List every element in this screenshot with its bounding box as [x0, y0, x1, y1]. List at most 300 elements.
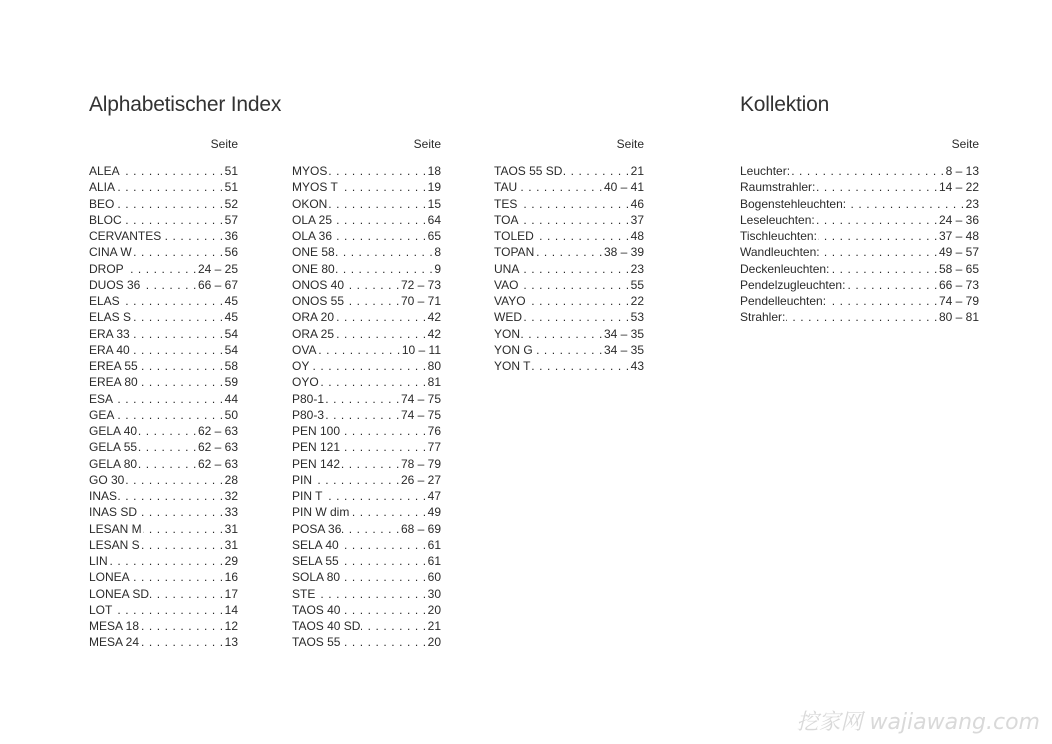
- entry-name: ONE 58: [292, 245, 335, 260]
- index-entry: [89, 456, 238, 472]
- index-list: [292, 163, 441, 651]
- entry-page: 53: [630, 310, 644, 325]
- entry-name: OLA 25: [292, 212, 333, 227]
- dot-leader: [141, 277, 197, 293]
- dot-leader: [138, 423, 197, 439]
- entry-name: ERA 40: [89, 342, 130, 357]
- index-entry: [89, 212, 238, 228]
- entry-page: 62 – 63: [197, 440, 238, 455]
- index-entry: [292, 504, 441, 520]
- entry-page: 37: [630, 212, 644, 227]
- index-entry: [292, 391, 441, 407]
- dot-leader: [341, 602, 426, 618]
- dot-leader: [325, 391, 400, 407]
- index-entry: [292, 488, 441, 504]
- seite-header: Seite: [210, 137, 238, 151]
- index-entry: [89, 342, 238, 358]
- index-entry: [740, 277, 979, 293]
- index-entry: [89, 602, 238, 618]
- dot-leader: [341, 634, 426, 650]
- dot-leader: [786, 309, 938, 325]
- dot-leader: [818, 228, 938, 244]
- entry-page: 61: [427, 554, 441, 568]
- entry-name: LESAN S: [89, 537, 140, 552]
- kollektion-title: Kollektion: [740, 93, 830, 116]
- index-list: [494, 163, 644, 374]
- seite-header: Seite: [951, 137, 979, 151]
- index-column-2: [292, 137, 441, 651]
- index-entry: [89, 374, 238, 390]
- dot-leader: [341, 423, 427, 439]
- index-entry: [292, 586, 441, 602]
- entry-page: 81: [427, 375, 441, 390]
- entry-page: 65: [427, 229, 441, 243]
- index-entry: [494, 212, 644, 228]
- entry-name: MYOS T: [292, 180, 338, 195]
- entry-name: EREA 55: [89, 359, 138, 373]
- dot-leader: [527, 293, 630, 309]
- entry-page: 78 – 79: [400, 456, 441, 471]
- dot-leader: [335, 326, 427, 342]
- entry-page: 40 – 41: [603, 180, 644, 195]
- entry-name: DROP: [89, 261, 124, 276]
- entry-page: 59: [224, 375, 238, 390]
- dot-leader: [138, 456, 197, 472]
- dot-leader: [336, 244, 434, 260]
- entry-name: LONEA: [89, 570, 130, 585]
- dot-leader: [140, 618, 224, 634]
- index-entry: [292, 326, 441, 342]
- entry-name: TES: [494, 196, 518, 211]
- entry-page: 42: [427, 326, 441, 341]
- dot-leader: [519, 277, 629, 293]
- kollektion-list: [740, 163, 979, 326]
- entry-name: CINA W: [89, 245, 132, 260]
- entry-name: Raumstrahler:: [740, 180, 816, 195]
- entry-name: STE: [292, 586, 316, 601]
- entry-name: PEN 142: [292, 456, 341, 471]
- index-entry: [89, 553, 238, 569]
- dot-leader: [115, 196, 223, 212]
- seite-header: Seite: [413, 137, 441, 151]
- dot-leader: [345, 293, 400, 309]
- index-entry: [89, 537, 238, 553]
- entry-page: 66 – 67: [197, 277, 238, 292]
- dot-leader: [340, 553, 427, 569]
- entry-page: 62 – 63: [197, 424, 238, 438]
- dot-leader: [140, 634, 224, 650]
- entry-name: SELA 40: [292, 537, 339, 552]
- index-entry: [740, 228, 979, 244]
- entry-page: 54: [224, 342, 238, 357]
- dot-leader: [534, 342, 603, 358]
- index-entry: [292, 342, 441, 358]
- entry-page: 43: [630, 359, 644, 373]
- index-entry: [89, 472, 238, 488]
- index-entry: [89, 569, 238, 585]
- dot-leader: [341, 456, 400, 472]
- entry-name: GELA 40: [89, 424, 138, 438]
- index-entry: [740, 179, 979, 195]
- index-entry: [292, 634, 441, 650]
- entry-name: ESA: [89, 391, 114, 406]
- dot-leader: [333, 228, 427, 244]
- entry-page: 72 – 73: [400, 277, 441, 292]
- index-entry: [494, 196, 644, 212]
- index-entry: [89, 391, 238, 407]
- entry-page: 58 – 65: [938, 261, 979, 276]
- index-entry: [292, 407, 441, 423]
- entry-page: 47: [427, 489, 441, 503]
- entry-name: VAO: [494, 277, 519, 292]
- entry-page: 54: [224, 326, 238, 341]
- dot-leader: [118, 488, 224, 504]
- entry-name: BEO: [89, 196, 115, 211]
- dot-leader: [113, 602, 223, 618]
- entry-name: Leuchter:: [740, 164, 791, 178]
- entry-page: 9: [434, 261, 441, 276]
- entry-name: UNA: [494, 261, 520, 276]
- index-entry: [292, 228, 441, 244]
- entry-page: 46: [630, 196, 644, 211]
- index-entry: [494, 342, 644, 358]
- dot-leader: [121, 163, 224, 179]
- entry-page: 8 – 13: [945, 164, 979, 178]
- entry-name: Tischleuchten:: [740, 229, 817, 243]
- entry-page: 15: [427, 196, 441, 211]
- dot-leader: [361, 618, 426, 634]
- dot-leader: [335, 309, 427, 325]
- index-entry: [740, 163, 979, 179]
- entry-name: TOA: [494, 212, 519, 227]
- dot-leader: [121, 293, 224, 309]
- entry-name: TAOS 40: [292, 602, 341, 617]
- entry-page: 56: [224, 245, 238, 260]
- entry-name: ALIA: [89, 180, 116, 195]
- entry-page: 37 – 48: [938, 229, 979, 243]
- index-entry: [292, 358, 441, 374]
- index-entry: [89, 504, 238, 520]
- entry-name: EREA 80: [89, 375, 138, 390]
- index-entry: [292, 553, 441, 569]
- dot-leader: [139, 358, 224, 374]
- entry-name: OVA: [292, 342, 317, 357]
- index-entry: [494, 358, 644, 374]
- dot-leader: [125, 472, 223, 488]
- entry-name: POSA 36: [292, 521, 342, 536]
- index-entry: [494, 228, 644, 244]
- index-entry: [292, 277, 441, 293]
- dot-leader: [339, 179, 427, 195]
- dot-leader: [150, 586, 224, 602]
- entry-name: TAOS 40 SD: [292, 619, 361, 633]
- dot-leader: [535, 244, 603, 260]
- entry-name: GELA 80: [89, 456, 138, 471]
- index-entry: [89, 439, 238, 455]
- dot-leader: [320, 374, 427, 390]
- entry-name: INAS SD: [89, 505, 138, 520]
- entry-name: Bogenstehleuchten:: [740, 196, 847, 211]
- entry-name: ERA 33: [89, 326, 130, 341]
- entry-page: 26 – 27: [400, 472, 441, 487]
- dot-leader: [523, 309, 630, 325]
- entry-page: 21: [427, 619, 441, 633]
- dot-leader: [139, 374, 224, 390]
- entry-name: ELAS: [89, 294, 120, 308]
- index-entry: [292, 537, 441, 553]
- entry-name: LOT: [89, 602, 113, 617]
- entry-name: ONE 80: [292, 261, 335, 276]
- watermark: 挖家网 wajiawang.com: [796, 710, 1040, 735]
- entry-page: 31: [224, 521, 238, 536]
- index-entry: [740, 309, 979, 325]
- dot-leader: [518, 179, 603, 195]
- entry-page: 24 – 25: [197, 261, 238, 276]
- dot-leader: [341, 439, 427, 455]
- entry-page: 51: [224, 164, 238, 178]
- entry-page: 19: [427, 180, 441, 195]
- entry-page: 45: [224, 310, 238, 325]
- entry-name: ALEA: [89, 164, 120, 178]
- entry-page: 20: [427, 602, 441, 617]
- entry-page: 30: [427, 586, 441, 601]
- dot-leader: [123, 212, 224, 228]
- index-list: [89, 163, 238, 651]
- entry-name: YON G: [494, 342, 533, 357]
- index-entry: [292, 309, 441, 325]
- entry-page: 68 – 69: [400, 521, 441, 536]
- entry-page: 44: [224, 391, 238, 406]
- entry-page: 61: [427, 537, 441, 552]
- dot-leader: [342, 521, 400, 537]
- entry-name: BLOC: [89, 212, 122, 227]
- entry-page: 38 – 39: [603, 245, 644, 260]
- dot-leader: [563, 163, 629, 179]
- index-entry: [494, 293, 644, 309]
- entry-page: 34 – 35: [603, 342, 644, 357]
- dot-leader: [518, 196, 629, 212]
- entry-name: Strahler:: [740, 310, 786, 325]
- dot-leader: [317, 342, 400, 358]
- dot-leader: [821, 244, 938, 260]
- entry-name: OYO: [292, 375, 319, 390]
- entry-page: 62 – 63: [197, 456, 238, 471]
- entry-name: Wandleuchten:: [740, 245, 820, 260]
- index-entry: [89, 228, 238, 244]
- entry-name: PEN 121: [292, 440, 341, 455]
- dot-leader: [521, 326, 603, 342]
- dot-leader: [827, 293, 938, 309]
- dot-leader: [141, 537, 224, 553]
- entry-name: OKON: [292, 196, 328, 211]
- index-entry: [89, 277, 238, 293]
- entry-name: INAS: [89, 489, 118, 503]
- index-entry: [292, 163, 441, 179]
- dot-leader: [535, 228, 630, 244]
- entry-name: ONOS 40: [292, 277, 345, 292]
- index-entry: [494, 261, 644, 277]
- index-entry: [292, 569, 441, 585]
- entry-page: 10 – 11: [401, 342, 441, 357]
- entry-name: OLA 36: [292, 229, 333, 243]
- entry-page: 28: [224, 472, 238, 487]
- entry-page: 8: [434, 245, 441, 260]
- index-entry: [494, 277, 644, 293]
- dot-leader: [333, 212, 427, 228]
- entry-name: PIN: [292, 472, 313, 487]
- index-entry: [740, 244, 979, 260]
- index-entry: [89, 618, 238, 634]
- entry-page: 74 – 75: [400, 407, 441, 422]
- index-entry: [89, 326, 238, 342]
- dot-leader: [846, 277, 938, 293]
- entry-name: TAOS 55 SD: [494, 164, 563, 178]
- entry-page: 51: [224, 180, 238, 195]
- entry-name: MYOS: [292, 164, 328, 178]
- entry-page: 57: [224, 212, 238, 227]
- index-entry: [292, 244, 441, 260]
- index-entry: [494, 179, 644, 195]
- dot-leader: [162, 228, 223, 244]
- index-column-3: [494, 137, 644, 374]
- index-entry: [292, 212, 441, 228]
- dot-leader: [131, 569, 224, 585]
- dot-leader: [310, 358, 426, 374]
- dot-leader: [531, 358, 629, 374]
- dot-leader: [133, 244, 224, 260]
- dot-leader: [336, 261, 434, 277]
- index-entry: [89, 521, 238, 537]
- entry-page: 36: [224, 229, 238, 243]
- entry-name: TOPAN: [494, 245, 535, 260]
- dot-leader: [520, 261, 629, 277]
- index-entry: [292, 293, 441, 309]
- index-title: Alphabetischer Index: [89, 93, 282, 116]
- index-entry: [89, 586, 238, 602]
- entry-page: 32: [224, 489, 238, 503]
- entry-name: MESA 24: [89, 635, 140, 650]
- index-entry: [494, 163, 644, 179]
- index-entry: [494, 309, 644, 325]
- entry-name: ORA 25: [292, 326, 335, 341]
- entry-page: 76: [427, 424, 441, 438]
- index-column-1: [89, 137, 238, 651]
- entry-name: OY: [292, 359, 310, 373]
- entry-page: 66 – 73: [938, 277, 979, 292]
- entry-page: 49: [427, 505, 441, 520]
- entry-page: 20: [427, 635, 441, 650]
- index-entry: [494, 244, 644, 260]
- entry-name: GEA: [89, 407, 115, 422]
- entry-name: TAOS 55: [292, 635, 341, 650]
- entry-name: LIN: [89, 554, 108, 568]
- dot-leader: [847, 196, 965, 212]
- dot-leader: [345, 277, 400, 293]
- entry-page: 14: [224, 602, 238, 617]
- index-entry: [292, 261, 441, 277]
- entry-name: Deckenleuchten:: [740, 261, 830, 276]
- entry-page: 80 – 81: [938, 310, 979, 325]
- index-entry: [740, 293, 979, 309]
- entry-page: 16: [224, 570, 238, 585]
- entry-name: CERVANTES: [89, 229, 162, 243]
- dot-leader: [791, 163, 945, 179]
- entry-page: 45: [224, 294, 238, 308]
- dot-leader: [143, 521, 224, 537]
- entry-name: GO 30: [89, 472, 125, 487]
- dot-leader: [328, 163, 426, 179]
- entry-name: Pendelzugleuchten:: [740, 277, 846, 292]
- entry-page: 64: [427, 212, 441, 227]
- entry-page: 14 – 22: [938, 180, 979, 195]
- dot-leader: [325, 407, 400, 423]
- dot-leader: [116, 179, 224, 195]
- entry-page: 55: [630, 277, 644, 292]
- index-entry: [740, 212, 979, 228]
- entry-name: TAU: [494, 180, 518, 195]
- entry-name: LONEA SD: [89, 586, 150, 601]
- dot-leader: [138, 439, 197, 455]
- entry-page: 22: [630, 294, 644, 308]
- entry-name: ELAS S: [89, 310, 132, 325]
- entry-page: 29: [224, 554, 238, 568]
- entry-page: 60: [427, 570, 441, 585]
- index-entry: [740, 261, 979, 277]
- entry-page: 42: [427, 310, 441, 325]
- entry-page: 50: [224, 407, 238, 422]
- dot-leader: [132, 309, 224, 325]
- kollektion-column: [740, 137, 979, 326]
- entry-name: ORA 20: [292, 310, 335, 325]
- entry-page: 74 – 79: [938, 294, 979, 308]
- dot-leader: [125, 261, 197, 277]
- entry-page: 34 – 35: [603, 326, 644, 341]
- index-entry: [89, 423, 238, 439]
- entry-page: 33: [224, 505, 238, 520]
- dot-leader: [109, 553, 224, 569]
- entry-name: MESA 18: [89, 619, 140, 633]
- index-entry: [494, 326, 644, 342]
- dot-leader: [131, 342, 224, 358]
- index-entry: [89, 244, 238, 260]
- dot-leader: [138, 504, 224, 520]
- index-entry: [292, 602, 441, 618]
- entry-name: YON: [494, 326, 521, 341]
- index-entry: [89, 358, 238, 374]
- index-entry: [292, 472, 441, 488]
- entry-page: 58: [224, 359, 238, 373]
- entry-name: LESAN M: [89, 521, 142, 536]
- index-entry: [292, 374, 441, 390]
- dot-leader: [816, 212, 938, 228]
- index-entry: [292, 521, 441, 537]
- dot-leader: [340, 537, 427, 553]
- entry-page: 17: [224, 586, 238, 601]
- dot-leader: [519, 212, 629, 228]
- index-entry: [292, 618, 441, 634]
- entry-page: 48: [630, 229, 644, 243]
- entry-page: 18: [427, 164, 441, 178]
- entry-page: 21: [630, 164, 644, 178]
- entry-name: WED: [494, 310, 522, 325]
- index-entry: [89, 261, 238, 277]
- entry-page: 80: [427, 359, 441, 373]
- entry-page: 74 – 75: [400, 391, 441, 406]
- index-entry: [89, 196, 238, 212]
- entry-name: DUOS 36: [89, 277, 141, 292]
- entry-name: SELA 55: [292, 554, 339, 568]
- dot-leader: [115, 407, 223, 423]
